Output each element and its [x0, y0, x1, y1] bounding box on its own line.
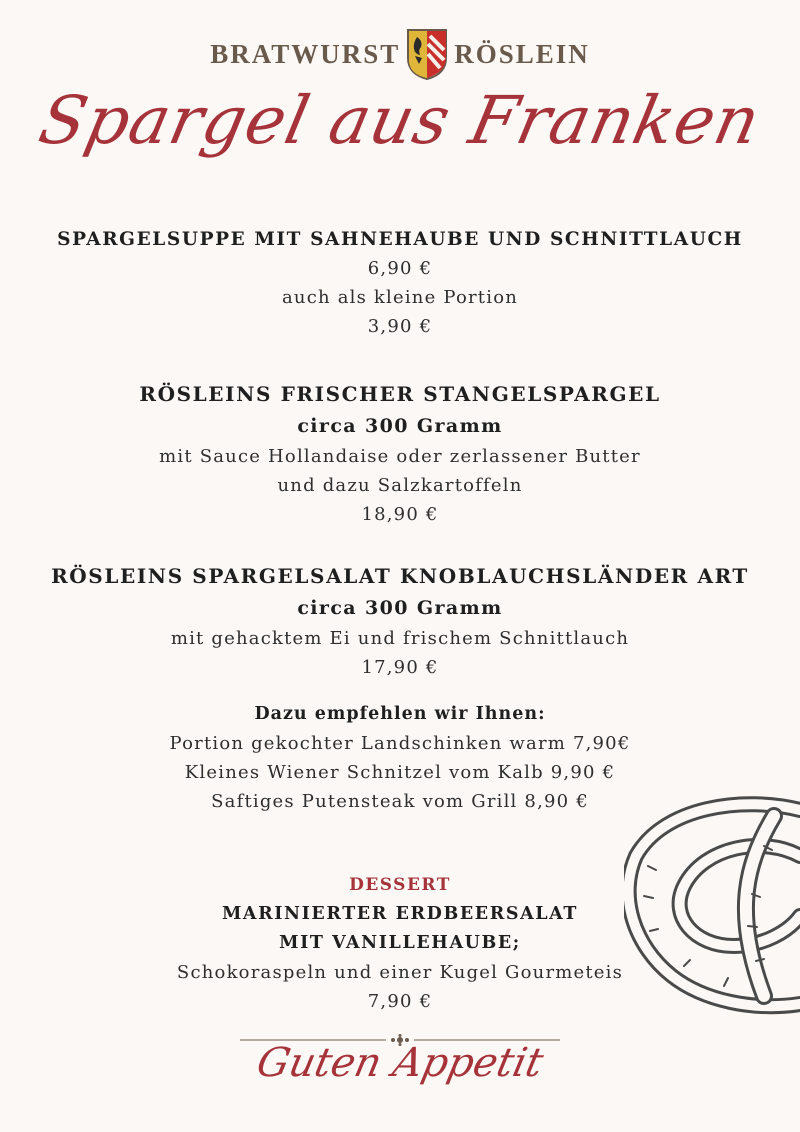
item-price: 17,90 €	[361, 657, 439, 678]
item-weight: circa 300 Gramm	[297, 415, 503, 437]
menu-item-spargelsuppe	[0, 225, 800, 341]
footer-greeting: Guten Appetit	[252, 1040, 548, 1086]
item-description: und dazu Salzkartoffeln	[277, 475, 523, 496]
brand-name-right: RÖSLEIN	[454, 38, 590, 69]
item-description: mit gehacktem Ei und frischem Schnittlauch	[170, 628, 630, 649]
item-note-price: 3,90 €	[367, 316, 433, 337]
brand-header	[0, 28, 800, 80]
item-name: RÖSLEINS FRISCHER STANGELSPARGEL	[139, 382, 661, 406]
recommendation-line: Portion gekochter Landschinken warm 7,90€	[169, 733, 631, 754]
dessert-name: MARINIERTER ERDBEERSALAT	[221, 904, 579, 924]
menu-item-spargelsalat	[0, 560, 800, 682]
menu-item-stangelspargel	[0, 378, 800, 529]
dessert-name: MIT VANILLEHAUBE;	[279, 933, 521, 953]
item-name: RÖSLEINS SPARGELSALAT KNOBLAUCHSLÄNDER ART	[51, 564, 749, 588]
recommendations-title: Dazu empfehlen wir Ihnen:	[254, 704, 546, 724]
recommendation-line: Kleines Wiener Schnitzel vom Kalb 9,90 €	[184, 762, 616, 783]
item-weight: circa 300 Gramm	[297, 597, 503, 619]
menu-title: Spargel aus Franken	[32, 82, 768, 159]
item-name: SPARGELSUPPE MIT SAHNEHAUBE UND SCHNITTLAUCH	[57, 229, 743, 250]
dessert-section	[0, 871, 800, 1016]
dessert-description: Schokoraspeln und einer Kugel Gourmeteis	[176, 962, 624, 983]
item-price: 18,90 €	[361, 504, 439, 525]
item-price: 6,90 €	[367, 258, 433, 279]
item-note: auch als kleine Portion	[281, 287, 519, 308]
brand-name-left: BRATWURST	[210, 38, 401, 69]
dessert-label: DESSERT	[349, 875, 451, 895]
dessert-price: 7,90 €	[367, 991, 433, 1012]
recommendation-line: Saftiges Putensteak vom Grill 8,90 €	[211, 791, 589, 812]
item-description: mit Sauce Hollandaise oder zerlassener Butter	[159, 446, 641, 467]
nuremberg-coat-of-arms-icon	[406, 28, 448, 80]
